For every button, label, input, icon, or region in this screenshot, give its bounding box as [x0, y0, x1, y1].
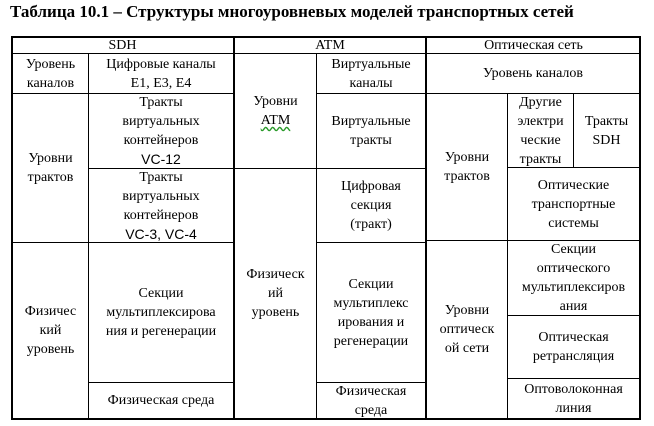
- sdh-physical-level-line-2: кий: [39, 323, 62, 338]
- atm-physical-medium-line-2: среда: [354, 402, 388, 418]
- optical-mux-line-4: ания: [559, 299, 588, 314]
- sdh-vc12-paths: [89, 94, 233, 168]
- sdh-vc34-line-4: VC-3, VC-4: [125, 225, 197, 242]
- transport-models-table: [11, 36, 641, 420]
- atm-virtual-channels-line-2: каналы: [349, 75, 393, 91]
- optical-relay-line-2: ретрансляция: [532, 349, 615, 364]
- atm-levels-line-2: ATM: [260, 113, 291, 128]
- sdh-path-levels: [13, 94, 88, 242]
- header-atm-label: ATM: [315, 37, 345, 53]
- sdh-digital-channels-line-1: Цифровые каналы: [106, 56, 216, 72]
- sdh-mux-line-1: Секции: [138, 286, 184, 301]
- sdh-mux-line-3: ния и регенерации: [105, 324, 217, 339]
- optical-network-levels-line-1: Уровни: [444, 303, 490, 318]
- sdh-physical-level-line-1: Физичес: [24, 304, 77, 319]
- sdh-channel-level-line-1: Уровень: [25, 56, 76, 72]
- atm-mux-line-2: мультиплекс: [333, 295, 409, 311]
- atm-physical-level: [235, 169, 316, 418]
- atm-virtual-paths: [317, 94, 425, 168]
- optical-mux-line-3: мультиплексиров: [521, 280, 626, 295]
- atm-physical-medium: [317, 383, 425, 418]
- optical-fiber-line: [508, 379, 639, 418]
- optical-mux-sections: [508, 241, 639, 315]
- optical-other-paths-line-1: Другие: [519, 94, 562, 110]
- atm-digital-section-line-2: секция: [350, 198, 392, 213]
- atm-virtual-paths-line-1: Виртуальные: [331, 114, 411, 129]
- optical-transport-line-2: транспортные: [531, 196, 616, 212]
- sdh-mux-regen-sections: [89, 243, 233, 382]
- atm-virtual-channels: [317, 54, 425, 93]
- optical-transport-systems: [508, 168, 639, 240]
- optical-channel-level: [427, 54, 639, 93]
- optical-network-levels: [427, 241, 507, 418]
- atm-mux-line-4: регенерации: [333, 333, 409, 349]
- atm-physical-level-line-3: уровень: [251, 305, 300, 320]
- optical-sdh-paths-line-1: Тракты: [584, 113, 629, 129]
- optical-sdh-paths-line-2: SDH: [592, 132, 621, 148]
- header-sdh-label: SDH: [108, 37, 137, 53]
- optical-channel-level-label: Уровень каналов: [482, 66, 584, 81]
- sdh-channel-level: [13, 54, 88, 93]
- sdh-physical-medium: [89, 383, 233, 418]
- optical-fiber-line-2: линия: [555, 400, 592, 416]
- atm-mux-line-1: Секции: [348, 276, 394, 292]
- optical-network-levels-line-2: оптическ: [439, 322, 495, 337]
- atm-physical-medium-line-1: Физическая: [335, 383, 407, 399]
- optical-other-paths-line-4: тракты: [519, 151, 562, 167]
- optical-path-levels-line-2: трактов: [444, 169, 490, 184]
- atm-mux-line-3: ирования и: [337, 314, 405, 330]
- sdh-vc34-line-3: контейнеров: [123, 207, 199, 223]
- optical-path-levels-line-1: Уровни: [444, 150, 490, 165]
- optical-mux-line-1: Секции: [550, 242, 596, 257]
- sdh-physical-medium-label: Физическая среда: [107, 393, 215, 408]
- atm-mux-regen-sections: [317, 243, 425, 382]
- table-border-bottom: [11, 418, 641, 420]
- sdh-vc3-vc4-paths: [89, 169, 233, 242]
- atm-levels-line-1: Уровни: [253, 94, 298, 109]
- sdh-path-levels-line-2: трактов: [27, 170, 74, 185]
- header-optical-label: Оптическая сеть: [484, 37, 583, 53]
- atm-virtual-channels-line-1: Виртуальные: [331, 56, 411, 72]
- sdh-vc12-line-1: Тракты: [139, 95, 183, 110]
- optical-path-levels: [427, 94, 507, 240]
- optical-other-electric-paths: [508, 94, 573, 167]
- sdh-physical-level: [13, 243, 88, 418]
- header-optical: [426, 36, 641, 54]
- optical-other-paths-line-3: ческие: [520, 132, 561, 148]
- sdh-vc34-line-1: Тракты: [139, 169, 183, 185]
- atm-digital-section-line-3: (тракт): [350, 217, 392, 232]
- optical-relay-line-1: Оптическая: [538, 330, 609, 345]
- optical-fiber-line-1: Оптоволоконная: [524, 381, 623, 397]
- sdh-vc12-line-4: VC-12: [141, 151, 181, 167]
- sdh-digital-channels: [89, 54, 233, 93]
- optical-other-paths-line-2: электри: [517, 113, 564, 129]
- optical-transport-line-1: Оптические: [537, 177, 610, 193]
- atm-physical-level-line-2: ий: [268, 286, 283, 301]
- optical-mux-line-2: оптического: [536, 261, 611, 276]
- optical-transport-line-3: системы: [548, 215, 599, 231]
- atm-virtual-paths-line-2: тракты: [350, 133, 392, 148]
- sdh-path-levels-line-1: Уровни: [28, 151, 73, 166]
- optical-relay: [508, 316, 639, 378]
- sdh-physical-level-line-3: уровень: [26, 342, 75, 357]
- header-sdh: [11, 36, 234, 54]
- atm-digital-section: [317, 169, 425, 242]
- sdh-vc12-line-3: контейнеров: [123, 133, 199, 148]
- atm-levels: [235, 54, 316, 168]
- optical-network-levels-line-3: ой сети: [444, 341, 490, 356]
- atm-physical-level-line-1: Физическ: [246, 267, 305, 282]
- sdh-vc34-line-2: виртуальных: [122, 188, 200, 204]
- optical-sdh-paths: [574, 94, 639, 167]
- sdh-mux-line-2: мультиплексирова: [106, 305, 216, 320]
- sdh-digital-channels-line-2: E1, E3, E4: [130, 75, 192, 91]
- sdh-channel-level-line-2: каналов: [26, 75, 75, 91]
- header-atm: [234, 36, 426, 54]
- table-caption: Таблица 10.1 – Структуры многоуровневых моделей транспортных сетей: [10, 2, 574, 21]
- atm-digital-section-line-1: Цифровая: [341, 179, 401, 194]
- sdh-vc12-line-2: виртуальных: [122, 114, 200, 129]
